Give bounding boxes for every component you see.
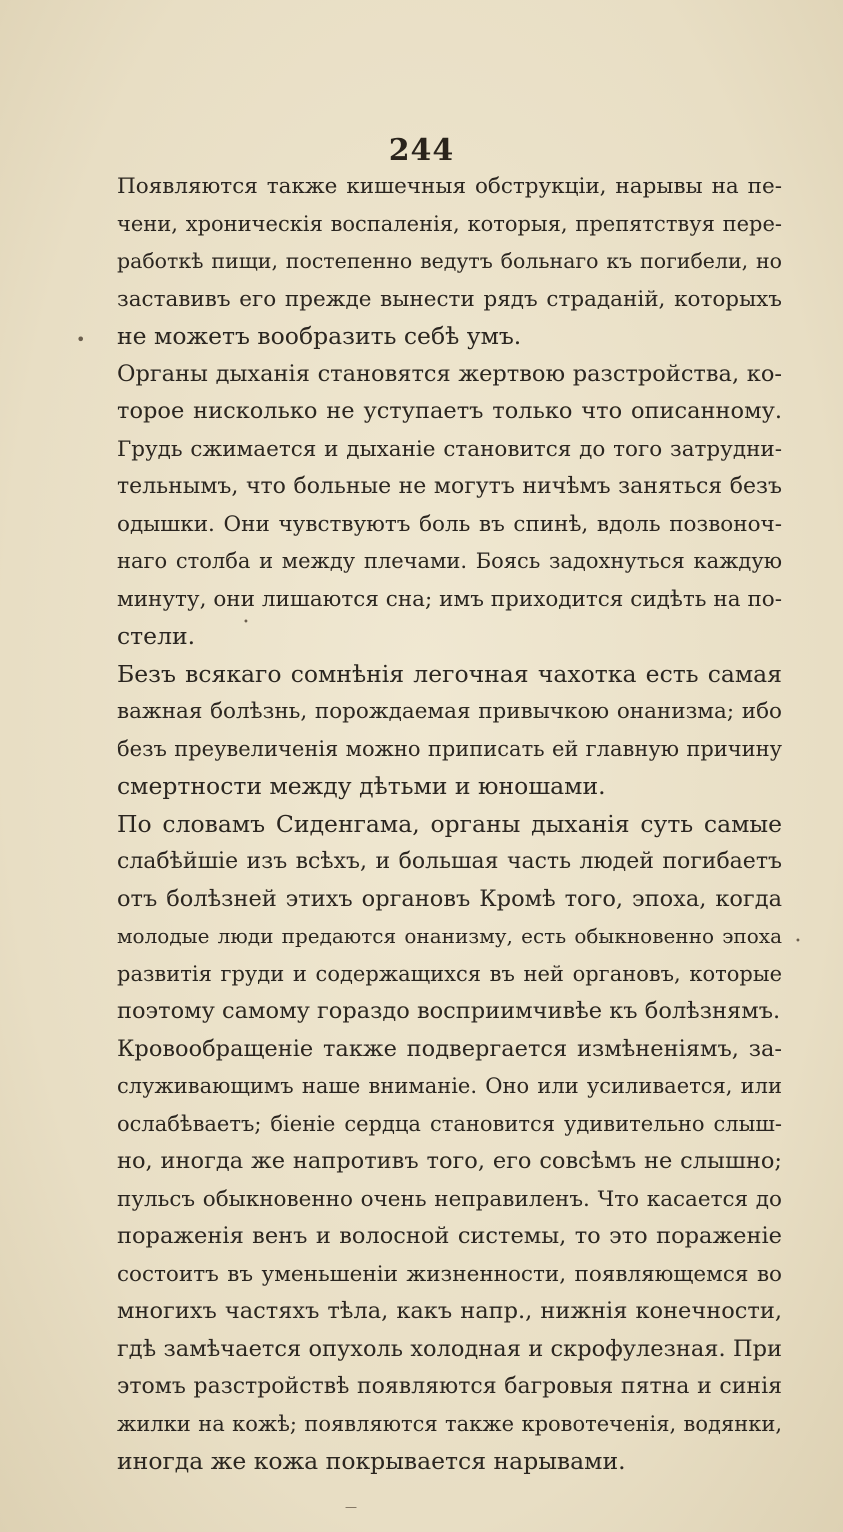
ink-speck: • xyxy=(795,936,801,947)
text-line: слабѣйшіе изъ всѣхъ, и большая часть людей погибаетъ xyxy=(117,849,782,874)
text-line: наго столба и между плечами. Боясь задохнуться каждую xyxy=(117,549,782,573)
text-line: стели. xyxy=(117,622,196,650)
text-line: одышки. Они чувствуютъ боль въ спинѣ, вдоль позвоноч- xyxy=(117,511,782,537)
text-line: торое нисколько не уступаетъ только что описанному. xyxy=(117,398,782,424)
ink-speck: • xyxy=(243,617,249,628)
page-number: 244 xyxy=(388,133,455,168)
text-line: пульсъ обыкновенно очень неправиленъ. Что касается до xyxy=(117,1186,782,1212)
text-line: тельнымъ, что больные не могутъ ничѣмъ заняться безъ xyxy=(117,474,782,499)
text-line: многихъ частяхъ тѣла, какъ напр., нижнія конечности, xyxy=(117,1298,782,1324)
ink-speck: — xyxy=(345,1500,357,1514)
text-line: заставивъ его прежде вынести рядъ страданій, которыхъ xyxy=(117,286,782,312)
text-line: Органы дыханія становятся жертвою разстройства, ко- xyxy=(117,360,782,387)
text-line: ослабѣваетъ; біеніе сердца становится удивительно слыш- xyxy=(117,1111,782,1136)
text-line: молодые люди предаются онанизму, есть обыкновенно эпоха xyxy=(117,924,782,948)
text-line: не можетъ вообразить себѣ умъ. xyxy=(117,322,522,350)
text-line: По словамъ Сиденгама, органы дыханія суть самые xyxy=(117,809,782,838)
text-line: Появляются также кишечныя обструкціи, нарывы на пе- xyxy=(117,174,782,199)
text-line: пораженія венъ и волосной системы, то это пораженіе xyxy=(117,1223,782,1249)
text-line: Грудь сжимается и дыханіе становится до того затрудни- xyxy=(117,436,782,462)
text-line: Безъ всякаго сомнѣнія легочная чахотка есть самая xyxy=(117,659,782,688)
text-line: жилки на кожѣ; появляются также кровотеченія, водянки, xyxy=(117,1411,782,1436)
text-line: поэтому самому гораздо восприимчивѣе къ болѣзнямъ. xyxy=(117,998,781,1024)
text-line: смертности между дѣтьми и юношами. xyxy=(117,772,606,800)
text-line: иногда же кожа покрывается нарывами. xyxy=(117,1447,626,1475)
text-line: Кровообращеніе также подвергается измѣненіямъ, за- xyxy=(117,1035,782,1062)
text-line: гдѣ замѣчается опухоль холодная и скрофулезная. При xyxy=(117,1335,782,1362)
text-line: состоитъ въ уменьшеніи жизненности, появляющемся во xyxy=(117,1261,782,1287)
text-line: безъ преувеличенія можно приписать ей главную причину xyxy=(117,736,782,761)
ink-speck: • xyxy=(76,330,86,349)
text-line: служивающимъ наше вниманіе. Оно или усиливается, или xyxy=(117,1074,782,1098)
text-line: этомъ разстройствѣ появляются багровыя пятна и синія xyxy=(117,1374,782,1399)
body-text xyxy=(117,168,782,1481)
text-line: развитія груди и содержащихся въ ней органовъ, которые xyxy=(117,961,782,986)
text-line: но, иногда же напротивъ того, его совсѣмъ не слышно; xyxy=(117,1148,782,1174)
text-line: работкѣ пищи, постепенно ведутъ больнаго къ погибели, но xyxy=(117,249,782,273)
text-line: отъ болѣзней этихъ органовъ Кромѣ того, эпоха, когда xyxy=(117,885,782,912)
text-line: чени, хроническія воспаленія, которыя, препятствуя пере- xyxy=(117,211,782,236)
text-line: важная болѣзнь, порождаемая привычкою онанизма; ибо xyxy=(117,699,782,724)
text-line: минуту, они лишаются сна; имъ приходится сидѣть на по- xyxy=(117,586,782,612)
